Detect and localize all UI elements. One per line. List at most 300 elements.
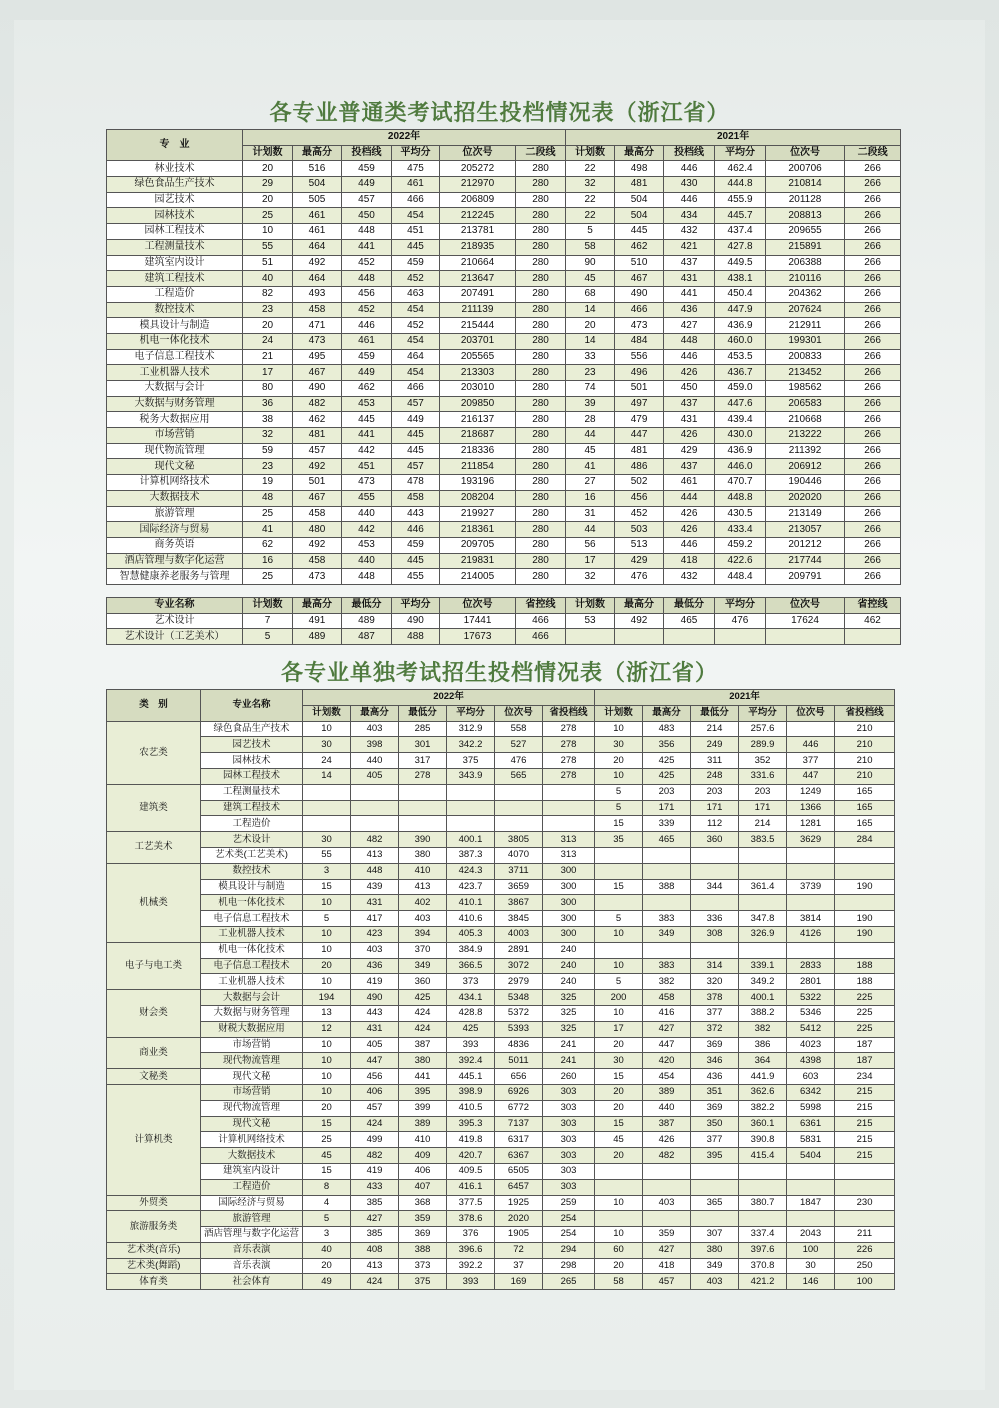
value-cell: 445.1 xyxy=(447,1069,495,1085)
value-cell: 408 xyxy=(351,1242,399,1258)
value-cell: 17 xyxy=(595,1021,643,1037)
column-header: 计划数 xyxy=(303,705,351,721)
major-name-cell: 建筑工程技术 xyxy=(201,800,303,816)
value-cell xyxy=(766,629,845,645)
value-cell: 171 xyxy=(739,800,787,816)
table-row xyxy=(107,895,895,911)
table-row xyxy=(107,177,901,193)
column-header: 最低分 xyxy=(342,598,392,614)
value-cell: 565 xyxy=(495,768,543,784)
value-cell: 366.5 xyxy=(447,958,495,974)
value-cell: 280 xyxy=(516,271,566,287)
value-cell xyxy=(643,863,691,879)
column-header: 平均分 xyxy=(392,598,440,614)
value-cell: 447 xyxy=(643,1037,691,1053)
value-cell: 473 xyxy=(615,318,664,334)
value-cell: 225 xyxy=(835,990,895,1006)
value-cell: 216137 xyxy=(440,412,516,428)
value-cell: 32 xyxy=(243,428,293,444)
major-name-cell: 模具设计与制造 xyxy=(107,318,243,334)
value-cell: 225 xyxy=(835,1021,895,1037)
value-cell: 342.2 xyxy=(447,737,495,753)
value-cell: 385 xyxy=(351,1227,399,1243)
value-cell: 74 xyxy=(566,381,615,397)
value-cell: 60 xyxy=(595,1242,643,1258)
value-cell: 457 xyxy=(351,1100,399,1116)
value-cell: 280 xyxy=(516,255,566,271)
value-cell: 347.8 xyxy=(739,911,787,927)
value-cell: 339.1 xyxy=(739,958,787,974)
value-cell: 406 xyxy=(399,1163,447,1179)
value-cell: 481 xyxy=(293,428,342,444)
value-cell: 416 xyxy=(643,1005,691,1021)
value-cell: 470.7 xyxy=(715,475,766,491)
major-name-cell: 建筑室内设计 xyxy=(201,1163,303,1179)
value-cell: 10 xyxy=(595,1195,643,1211)
value-cell: 1281 xyxy=(787,816,835,832)
value-cell: 6361 xyxy=(787,1116,835,1132)
value-cell: 280 xyxy=(516,537,566,553)
column-header: 最高分 xyxy=(351,705,399,721)
value-cell: 266 xyxy=(845,475,901,491)
value-cell: 214 xyxy=(691,721,739,737)
table-row xyxy=(107,816,895,832)
major-name-cell: 电子信息工程技术 xyxy=(201,911,303,927)
category-cell: 外贸类 xyxy=(107,1195,201,1211)
table-row xyxy=(107,1258,895,1274)
table-row xyxy=(107,286,901,302)
value-cell xyxy=(595,847,643,863)
value-cell: 426 xyxy=(664,506,715,522)
value-cell xyxy=(835,1163,895,1179)
column-header: 省控线 xyxy=(845,598,901,614)
value-cell: 278 xyxy=(543,721,595,737)
value-cell: 4 xyxy=(303,1195,351,1211)
value-cell: 505 xyxy=(293,192,342,208)
value-cell: 22 xyxy=(566,192,615,208)
value-cell: 471 xyxy=(293,318,342,334)
value-cell: 312.9 xyxy=(447,721,495,737)
value-cell: 388 xyxy=(643,879,691,895)
value-cell: 461 xyxy=(293,208,342,224)
major-name-cell: 电子信息工程技术 xyxy=(201,958,303,974)
value-cell xyxy=(739,847,787,863)
value-cell: 425 xyxy=(447,1021,495,1037)
value-cell: 444.8 xyxy=(715,177,766,193)
value-cell: 387 xyxy=(643,1116,691,1132)
value-cell: 188 xyxy=(835,958,895,974)
major-name-cell: 现代文秘 xyxy=(107,459,243,475)
value-cell: 431 xyxy=(664,412,715,428)
value-cell: 482 xyxy=(293,396,342,412)
value-cell: 356 xyxy=(643,737,691,753)
value-cell: 6926 xyxy=(495,1084,543,1100)
value-cell: 10 xyxy=(595,768,643,784)
value-cell: 454 xyxy=(392,365,440,381)
value-cell: 241 xyxy=(543,1053,595,1069)
table-row xyxy=(107,958,895,974)
table-row xyxy=(107,737,895,753)
value-cell: 393 xyxy=(447,1037,495,1053)
value-cell: 424.3 xyxy=(447,863,495,879)
value-cell: 15 xyxy=(595,1069,643,1085)
value-cell: 3 xyxy=(303,863,351,879)
value-cell: 448 xyxy=(342,569,392,585)
value-cell: 265 xyxy=(543,1274,595,1290)
value-cell: 146 xyxy=(787,1274,835,1290)
column-header: 计划数 xyxy=(566,145,615,161)
value-cell: 215 xyxy=(835,1084,895,1100)
column-header: 位次号 xyxy=(787,705,835,721)
value-cell: 80 xyxy=(243,381,293,397)
value-cell: 266 xyxy=(845,506,901,522)
value-cell xyxy=(595,1163,643,1179)
value-cell: 436.7 xyxy=(715,365,766,381)
major-name-cell: 艺术设计 xyxy=(107,613,243,629)
value-cell: 450.4 xyxy=(715,286,766,302)
value-cell: 15 xyxy=(595,1116,643,1132)
value-cell: 62 xyxy=(243,537,293,553)
value-cell: 280 xyxy=(516,365,566,381)
value-cell: 490 xyxy=(293,381,342,397)
value-cell: 441 xyxy=(342,239,392,255)
value-cell: 442 xyxy=(342,522,392,538)
column-header: 最低分 xyxy=(399,705,447,721)
value-cell: 206912 xyxy=(766,459,845,475)
value-cell: 209705 xyxy=(440,537,516,553)
major-name-cell: 旅游管理 xyxy=(107,506,243,522)
value-cell: 410.5 xyxy=(447,1100,495,1116)
value-cell: 33 xyxy=(566,349,615,365)
value-cell: 266 xyxy=(845,412,901,428)
value-cell: 280 xyxy=(516,396,566,412)
value-cell: 447.9 xyxy=(715,302,766,318)
table-row xyxy=(107,381,901,397)
value-cell: 431 xyxy=(351,895,399,911)
value-cell xyxy=(351,800,399,816)
value-cell: 1249 xyxy=(787,784,835,800)
table-row xyxy=(107,721,895,737)
value-cell: 37 xyxy=(495,1258,543,1274)
value-cell: 467 xyxy=(615,271,664,287)
value-cell: 7 xyxy=(243,613,293,629)
table-row xyxy=(107,239,901,255)
value-cell: 241 xyxy=(543,1037,595,1053)
value-cell: 44 xyxy=(566,522,615,538)
value-cell: 5348 xyxy=(495,990,543,1006)
column-header: 二段线 xyxy=(845,145,901,161)
value-cell: 398 xyxy=(351,737,399,753)
value-cell: 259 xyxy=(543,1195,595,1211)
value-cell: 20 xyxy=(595,1100,643,1116)
major-name-cell: 工程造价 xyxy=(201,816,303,832)
value-cell: 443 xyxy=(392,506,440,522)
value-cell: 171 xyxy=(643,800,691,816)
major-name-cell: 林业技术 xyxy=(107,161,243,177)
value-cell: 314 xyxy=(691,958,739,974)
major-name-cell: 酒店管理与数字化运营 xyxy=(107,553,243,569)
table-row xyxy=(107,459,901,475)
value-cell: 23 xyxy=(243,302,293,318)
value-cell: 254 xyxy=(543,1227,595,1243)
value-cell: 457 xyxy=(342,192,392,208)
value-cell: 10 xyxy=(303,974,351,990)
separate-admission-table xyxy=(106,689,895,1290)
value-cell: 431 xyxy=(664,271,715,287)
value-cell: 5 xyxy=(595,784,643,800)
major-name-cell: 社会体育 xyxy=(201,1274,303,1290)
value-cell: 212245 xyxy=(440,208,516,224)
value-cell: 30 xyxy=(595,737,643,753)
value-cell: 20 xyxy=(595,1258,643,1274)
value-cell: 487 xyxy=(342,629,392,645)
value-cell: 5 xyxy=(595,911,643,927)
value-cell: 433.4 xyxy=(715,522,766,538)
major-name-cell: 商务英语 xyxy=(107,537,243,553)
value-cell: 213057 xyxy=(766,522,845,538)
value-cell: 425 xyxy=(643,753,691,769)
table-row xyxy=(107,553,901,569)
value-cell xyxy=(566,629,615,645)
value-cell: 501 xyxy=(293,475,342,491)
value-cell: 443 xyxy=(351,1005,399,1021)
value-cell: 556 xyxy=(615,349,664,365)
value-cell: 187 xyxy=(835,1053,895,1069)
value-cell xyxy=(739,942,787,958)
table-row xyxy=(107,255,901,271)
value-cell: 280 xyxy=(516,286,566,302)
value-cell: 15 xyxy=(303,1116,351,1132)
value-cell: 450 xyxy=(342,208,392,224)
value-cell xyxy=(495,816,543,832)
value-cell: 349 xyxy=(643,926,691,942)
value-cell: 215 xyxy=(835,1148,895,1164)
value-cell: 280 xyxy=(516,569,566,585)
value-cell: 395 xyxy=(691,1148,739,1164)
value-cell: 20 xyxy=(243,318,293,334)
value-cell: 395.3 xyxy=(447,1116,495,1132)
value-cell: 459 xyxy=(392,255,440,271)
value-cell: 300 xyxy=(543,911,595,927)
value-cell: 266 xyxy=(845,271,901,287)
table-row xyxy=(107,753,895,769)
value-cell: 215891 xyxy=(766,239,845,255)
column-header: 计划数 xyxy=(243,598,293,614)
value-cell xyxy=(739,1163,787,1179)
value-cell: 495 xyxy=(293,349,342,365)
value-cell: 449.5 xyxy=(715,255,766,271)
value-cell: 405 xyxy=(351,768,399,784)
major-name-cell: 智慧健康养老服务与管理 xyxy=(107,569,243,585)
value-cell: 17 xyxy=(566,553,615,569)
value-cell: 558 xyxy=(495,721,543,737)
value-cell: 210668 xyxy=(766,412,845,428)
value-cell: 248 xyxy=(691,768,739,784)
value-cell: 3 xyxy=(303,1227,351,1243)
value-cell: 21 xyxy=(243,349,293,365)
value-cell: 656 xyxy=(495,1069,543,1085)
value-cell: 303 xyxy=(543,1163,595,1179)
value-cell: 498 xyxy=(615,161,664,177)
value-cell: 23 xyxy=(566,365,615,381)
value-cell: 455.9 xyxy=(715,192,766,208)
value-cell: 465 xyxy=(643,832,691,848)
value-cell: 504 xyxy=(293,177,342,193)
value-cell: 527 xyxy=(495,737,543,753)
major-name-cell: 现代文秘 xyxy=(201,1116,303,1132)
value-cell: 20 xyxy=(595,1037,643,1053)
value-cell: 4003 xyxy=(495,926,543,942)
regular-admission-table xyxy=(106,129,901,585)
value-cell: 492 xyxy=(615,613,664,629)
value-cell: 336 xyxy=(691,911,739,927)
value-cell: 430.5 xyxy=(715,506,766,522)
value-cell: 6772 xyxy=(495,1100,543,1116)
value-cell: 1925 xyxy=(495,1195,543,1211)
value-cell: 491 xyxy=(293,613,342,629)
value-cell: 399 xyxy=(399,1100,447,1116)
value-cell: 373 xyxy=(399,1258,447,1274)
table-row xyxy=(107,475,901,491)
major-name-cell: 建筑工程技术 xyxy=(107,271,243,287)
value-cell: 17 xyxy=(243,365,293,381)
category-cell: 艺术类(舞蹈) xyxy=(107,1258,201,1274)
value-cell: 449 xyxy=(392,412,440,428)
table-row xyxy=(107,1005,895,1021)
value-cell: 454 xyxy=(392,302,440,318)
table-row xyxy=(107,349,901,365)
value-cell: 442 xyxy=(342,443,392,459)
value-cell: 368 xyxy=(399,1195,447,1211)
value-cell: 394 xyxy=(399,926,447,942)
major-name-cell: 旅游管理 xyxy=(201,1211,303,1227)
value-cell: 430 xyxy=(664,177,715,193)
value-cell: 31 xyxy=(566,506,615,522)
value-cell: 447 xyxy=(351,1053,399,1069)
value-cell: 486 xyxy=(615,459,664,475)
value-cell: 205565 xyxy=(440,349,516,365)
value-cell: 403 xyxy=(691,1274,739,1290)
value-cell xyxy=(543,816,595,832)
value-cell: 23 xyxy=(243,459,293,475)
value-cell: 212911 xyxy=(766,318,845,334)
value-cell xyxy=(447,816,495,832)
table-row xyxy=(107,847,895,863)
value-cell: 2979 xyxy=(495,974,543,990)
value-cell: 447 xyxy=(787,768,835,784)
value-cell: 55 xyxy=(243,239,293,255)
major-name-cell: 市场营销 xyxy=(201,1084,303,1100)
value-cell: 383.5 xyxy=(739,832,787,848)
value-cell: 217744 xyxy=(766,553,845,569)
value-cell: 32 xyxy=(566,569,615,585)
value-cell: 188 xyxy=(835,974,895,990)
value-cell xyxy=(643,1163,691,1179)
value-cell: 459 xyxy=(392,537,440,553)
value-cell: 458 xyxy=(643,990,691,1006)
value-cell: 6505 xyxy=(495,1163,543,1179)
value-cell: 488 xyxy=(392,629,440,645)
value-cell: 456 xyxy=(342,286,392,302)
value-cell xyxy=(399,816,447,832)
value-cell: 449 xyxy=(342,365,392,381)
value-cell: 25 xyxy=(243,208,293,224)
value-cell: 28 xyxy=(566,412,615,428)
value-cell: 280 xyxy=(516,475,566,491)
value-cell: 234 xyxy=(835,1069,895,1085)
major-name-cell: 国际经济与贸易 xyxy=(201,1195,303,1211)
value-cell: 417 xyxy=(351,911,399,927)
table-row xyxy=(107,271,901,287)
value-cell: 58 xyxy=(595,1274,643,1290)
value-cell: 461 xyxy=(293,224,342,240)
value-cell: 446 xyxy=(664,537,715,553)
value-cell: 17673 xyxy=(440,629,516,645)
value-cell: 445 xyxy=(392,428,440,444)
value-cell: 10 xyxy=(303,926,351,942)
value-cell: 464 xyxy=(293,239,342,255)
value-cell: 452 xyxy=(342,302,392,318)
value-cell: 418 xyxy=(664,553,715,569)
value-cell: 427 xyxy=(664,318,715,334)
value-cell: 430.0 xyxy=(715,428,766,444)
value-cell: 5 xyxy=(595,974,643,990)
value-cell: 280 xyxy=(516,208,566,224)
value-cell: 424 xyxy=(399,1021,447,1037)
table-row xyxy=(107,1179,895,1195)
value-cell xyxy=(739,1179,787,1195)
value-cell: 303 xyxy=(543,1084,595,1100)
value-cell: 14 xyxy=(566,302,615,318)
value-cell: 405 xyxy=(351,1037,399,1053)
value-cell: 22 xyxy=(566,161,615,177)
major-name-cell: 市场营销 xyxy=(107,428,243,444)
value-cell: 380 xyxy=(399,1053,447,1069)
column-header: 计划数 xyxy=(243,145,293,161)
column-header: 投档线 xyxy=(664,145,715,161)
value-cell: 418 xyxy=(643,1258,691,1274)
value-cell: 448 xyxy=(664,333,715,349)
value-cell: 383 xyxy=(643,958,691,974)
value-cell xyxy=(595,942,643,958)
value-cell: 280 xyxy=(516,428,566,444)
value-cell: 419 xyxy=(351,1163,399,1179)
column-header: 二段线 xyxy=(516,145,566,161)
value-cell: 452 xyxy=(342,255,392,271)
value-cell xyxy=(643,1211,691,1227)
value-cell xyxy=(543,800,595,816)
value-cell: 266 xyxy=(845,349,901,365)
value-cell: 331.6 xyxy=(739,768,787,784)
value-cell: 56 xyxy=(566,537,615,553)
value-cell: 266 xyxy=(845,428,901,444)
major-name-cell: 音乐表演 xyxy=(201,1242,303,1258)
column-header: 最低分 xyxy=(664,598,715,614)
value-cell: 446 xyxy=(664,161,715,177)
column-header: 最高分 xyxy=(293,598,342,614)
column-header: 省投档线 xyxy=(543,705,595,721)
value-cell: 200 xyxy=(595,990,643,1006)
value-cell: 349.2 xyxy=(739,974,787,990)
value-cell xyxy=(835,942,895,958)
value-cell: 203 xyxy=(691,784,739,800)
value-cell: 5 xyxy=(303,911,351,927)
value-cell: 266 xyxy=(845,569,901,585)
value-cell: 360.1 xyxy=(739,1116,787,1132)
value-cell: 378 xyxy=(691,990,739,1006)
value-cell: 458 xyxy=(293,506,342,522)
value-cell: 201212 xyxy=(766,537,845,553)
